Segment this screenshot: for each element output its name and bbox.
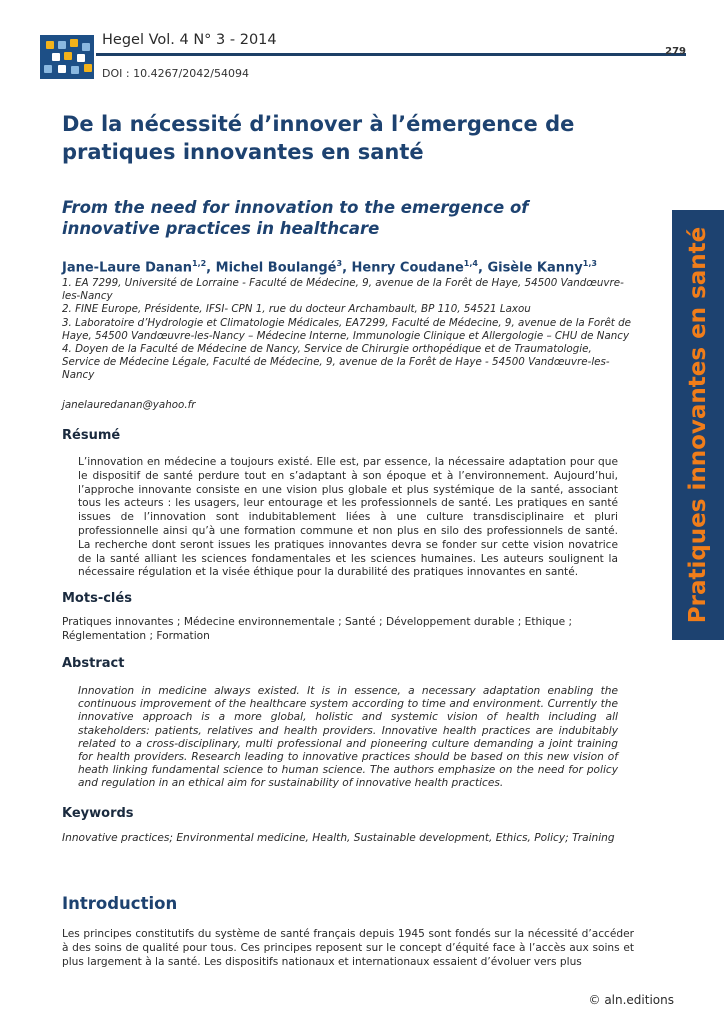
author-name: Gisèle Kanny (487, 260, 583, 276)
affiliation-item: 3. Laboratoire d’Hydrologie et Climatologie Médicales, EA7299, Faculté de Médecine, 9, avenue de la Forêt de Haye, 54500 Vandœuvre-les-Nancy – Médecine Interne, Immunologie Clinique et Allergologie – CHU de Nancy (62, 316, 631, 342)
keywords-heading: Keywords (62, 806, 134, 821)
author-name: Henry Coudane (351, 260, 464, 276)
doi: DOI : 10.4267/2042/54094 (102, 67, 249, 80)
affiliation-item: 1. EA 7299, Université de Lorraine - Faculté de Médecine, 9, avenue de la Forêt de Haye, 54500 Vandœuvre-les-Nancy (62, 277, 624, 303)
keywords-text: Innovative practices; Environmental medicine, Health, Sustainable development, Ethics, Policy; Training (62, 832, 615, 844)
author-list: Jane-Laure Danan$^{1,2}$, Michel Boulangé$^3$, Henry Coudane$^{1,4}$, Gisèle Kanny$^{1,3}$ (62, 259, 597, 276)
author-name: Jane-Laure Danan (62, 260, 192, 276)
affiliations (62, 277, 632, 383)
journal-citation: Hegel Vol. 4 N° 3 - 2014 (102, 32, 277, 48)
author-affiliation-ref: 1,4 (463, 259, 478, 268)
footer-copyright: © aln.editions (588, 993, 674, 1007)
author-name: Michel Boulangé (215, 260, 337, 276)
affiliation-item: 2. FINE Europe, Présidente, IFSI- CPN 1, rue du docteur Archambault, BP 110, 54521 Laxou (62, 303, 531, 316)
mots-cles-heading: Mots-clés (62, 591, 132, 606)
article-title: De la nécessité d’innover à l’émergence de pratiques innovantes en santé (62, 112, 575, 164)
author-affiliation-ref: 1,3 (582, 259, 597, 268)
header-rule (96, 53, 686, 56)
affiliation-item: 4. Doyen de la Faculté de Médecine de Nancy, Service de Chirurgie orthopédique et de Traumatologie, Service de Médecine Légale, Faculté de Médecine, 9, avenue de la Forêt de Haye - 54500 Vandœuvre-les-Nancy (62, 343, 610, 382)
mots-cles-text: Pratiques innovantes ; Médecine environnementale ; Santé ; Développement durable ; Ethique ; Réglementation ; Formation (62, 616, 573, 642)
abstract-text: Innovation in medicine always existed. It is in essence, a necessary adaptation enabling the continuous improvement of the healthcare system according to time and environment. Currently the innovative approach is a more global, holistic and systemic vision of health including all stakeholders: patients, relatives and health providers. Innovative health practices are indubitably related to a cross-disciplinary, multi professional and pioneering culture demanding a joint training for health providers. Research leading to innovative practices should be based on this new vision of heath linking fundamental science to human science. The authors emphasize on the need for policy and regulation in an ethical aim for sustainability of innovative health practices. (78, 685, 618, 790)
introduction-heading: Introduction (62, 894, 178, 913)
abstract-heading: Abstract (62, 656, 125, 671)
article-subtitle: From the need for innovation to the emergence of innovative practices in healthcare (62, 198, 529, 238)
author-email-link[interactable]: janelauredanan@yahoo.fr (62, 399, 196, 411)
page-number: 279 (665, 46, 686, 57)
introduction-text: Les principes constitutifs du système de santé français depuis 1945 sont fondés sur la nécessité d’accéder à des soins de qualité pour tous. Ces principes reposent sur le concept d’équité face à l’accès aux soins et plus largement à la santé. Les dispositifs nationaux et internationaux essaient d’évoluer vers plus (62, 928, 634, 968)
resume-heading: Résumé (62, 428, 121, 443)
author-affiliation-ref: 3 (336, 259, 343, 268)
resume-text: L’innovation en médecine a toujours existé. Elle est, par essence, la nécessaire adaptation pour que le dispositif de santé perdure tout en s’adaptant à son époque et à l’environnement. Aujourd’hui, l’approche innovante consiste en une vision plus globale et plus systémique de la santé, associant tous les acteurs : les usagers, leur entourage et les professionnels de santé. Les pratiques en santé issues de l’innovation sont indubitablement liées à une culture transdisciplinaire et pluri professionnelle ainsi qu’à une formation commune et non plus en silo des professionnels de santé. La recherche dont seront issues les pratiques innovantes devra se fonder sur cette vision novatrice de la santé alliant les sciences fondamentales et les sciences humaines. Les auteurs soulignent la nécessaire régulation et la visée éthique pour la durabilité des pratiques innovantes en santé. (78, 456, 618, 579)
sidebar-label: Pratiques innovantes en santé (685, 226, 711, 624)
journal-logo (40, 35, 94, 79)
author-affiliation-ref: 1,2 (192, 259, 207, 268)
